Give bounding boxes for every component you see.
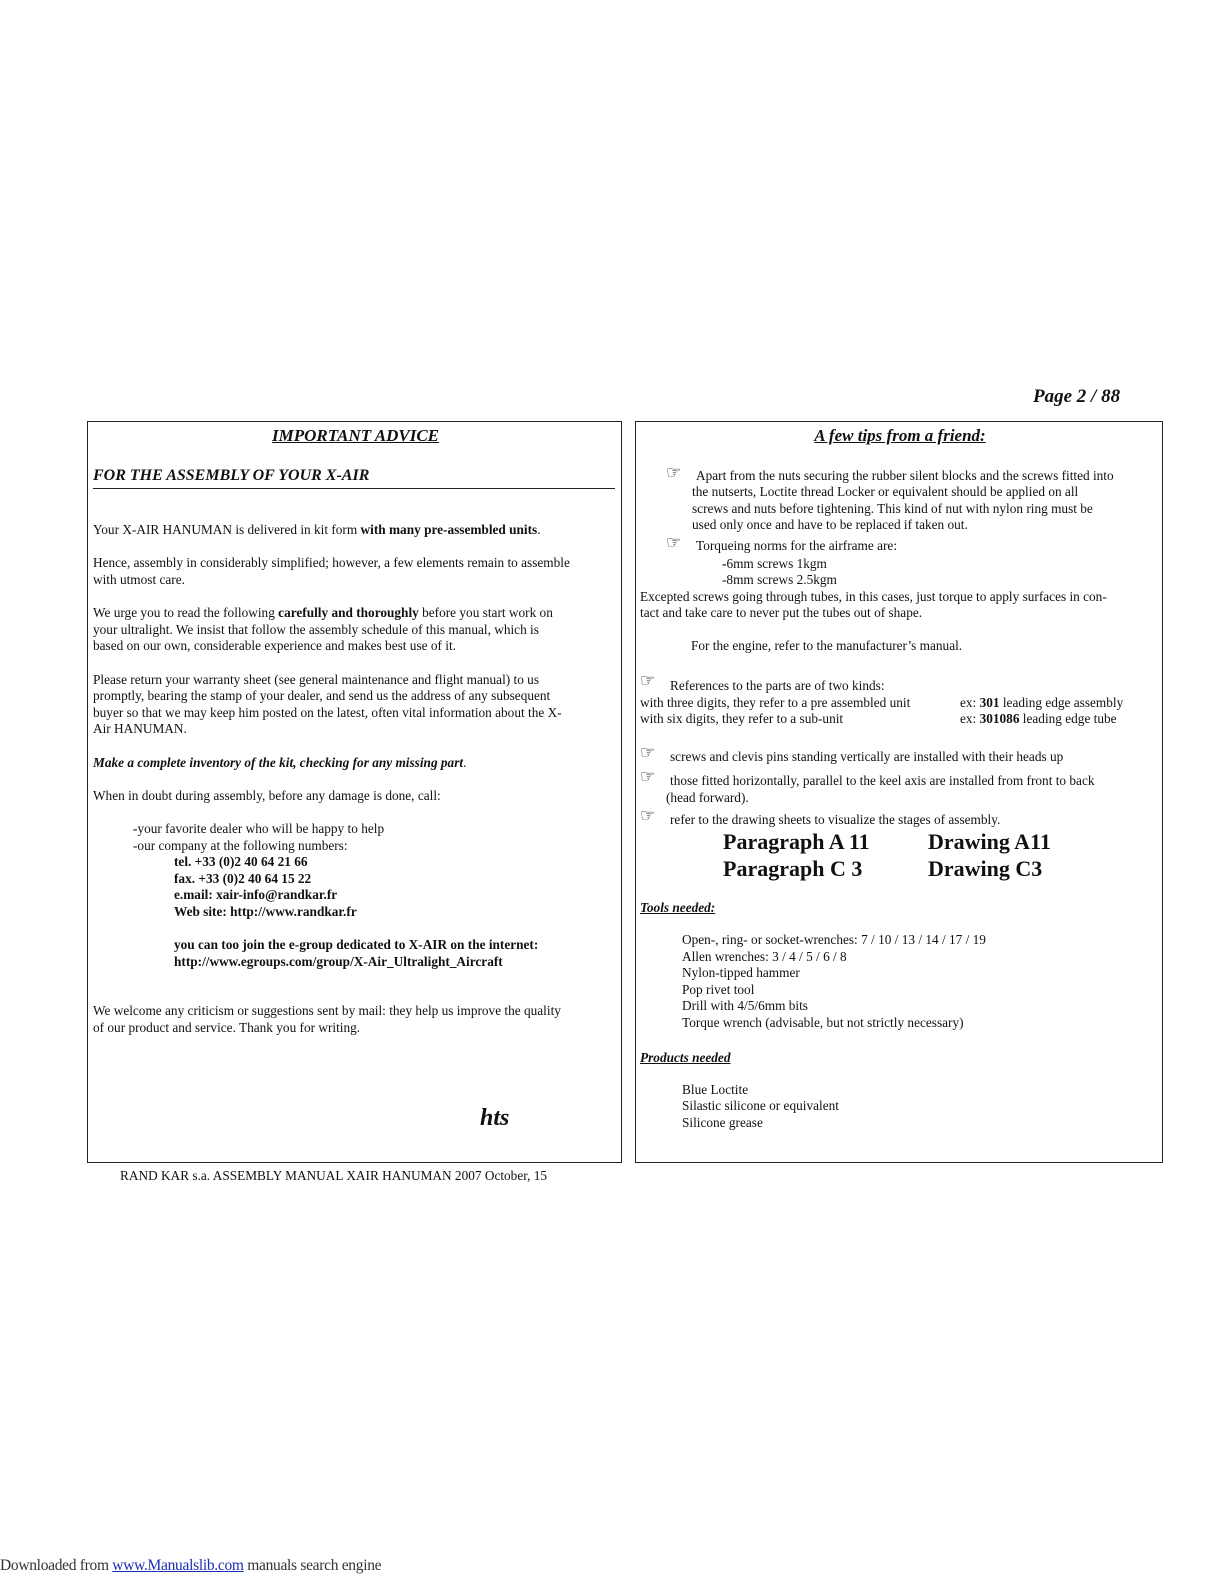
download-footer: Downloaded from www.Manualslib.com manuals search engine — [0, 1557, 382, 1574]
tool-item: Open-, ring- or socket-wrenches: 7 / 10 / 13 / 14 / 17 / 19 — [682, 932, 986, 947]
contact-company: -our company at the following numbers: — [133, 838, 348, 853]
pointing-hand-icon: ☞ — [640, 743, 656, 762]
screws-vertical-note: screws and clevis pins standing vertically are installed with their heads up — [670, 749, 1064, 764]
pointing-hand-icon: ☞ — [640, 806, 656, 825]
tool-item: Nylon-tipped hammer — [682, 965, 800, 980]
pointing-hand-icon: ☞ — [640, 671, 656, 690]
contact-fax: fax. +33 (0)2 40 64 15 22 — [174, 871, 312, 886]
contact-email: e.mail: xair-info@randkar.fr — [174, 887, 338, 902]
contact-dealer: -your favorite dealer who will be happy to help — [133, 821, 385, 836]
excepted-line-1: Excepted screws going through tubes, in this cases, just torque to apply surfaces in con- — [640, 589, 1107, 604]
ref-three-example: ex: 301 leading edge assembly — [960, 695, 1124, 710]
warranty-line-3: buyer so that we may keep him posted on the latest, often vital information about the X- — [93, 705, 562, 720]
warranty-line-2: promptly, bearing the stamp of your dealer, and send us the address of any subsequent — [93, 688, 551, 703]
excepted-line-2: tact and take care to never put the tubes out of shape. — [640, 605, 923, 620]
paragraph-a11: Paragraph A 11 — [723, 829, 870, 854]
urge-line-2: your ultralight. We insist that follow the assembly schedule of this manual, which is — [93, 622, 539, 637]
advice-title: IMPORTANT ADVICE — [271, 426, 440, 445]
products-title: Products needed — [640, 1050, 731, 1065]
warranty-line-1: Please return your warranty sheet (see general maintenance and flight manual) to us — [93, 672, 540, 687]
page-number: Page 2 / 88 — [1033, 386, 1121, 407]
manualslib-link[interactable]: www.Manualslib.com — [112, 1557, 244, 1574]
welcome-line-2: of our product and service. Thank you for writing. — [93, 1020, 361, 1035]
inventory-note: Make a complete inventory of the kit, checking for any missing part. — [93, 755, 467, 770]
urge-line-1: We urge you to read the following carefully and thoroughly before you start work on — [93, 605, 553, 620]
simplified-line-2: with utmost care. — [93, 572, 185, 587]
welcome-line-1: We welcome any criticism or suggestions sent by mail: they help us improve the quality — [93, 1003, 561, 1018]
egroup-line-1: you can too join the e-group dedicated to X-AIR on the internet: — [174, 937, 539, 952]
pointing-hand-icon: ☞ — [666, 463, 682, 482]
urge-line-3: based on our own, considerable experience and makes best use of it. — [93, 638, 456, 653]
tip1-line-4: used only once and have to be replaced if taken out. — [692, 517, 968, 532]
drawing-a11: Drawing A11 — [928, 829, 1051, 854]
tool-item: Torque wrench (advisable, but not strictly necessary) — [682, 1015, 964, 1030]
paragraph-c3: Paragraph C 3 — [723, 856, 863, 881]
tool-item: Allen wrenches: 3 / 4 / 5 / 6 / 8 — [682, 949, 847, 964]
doubt-note: When in doubt during assembly, before any damage is done, call: — [93, 788, 441, 803]
signature-fragment: hts — [480, 1105, 510, 1131]
egroup-line-2: http://www.egroups.com/group/X-Air_Ultralight_Aircraft — [174, 954, 503, 969]
product-item: Silastic silicone or equivalent — [682, 1098, 839, 1113]
tips-title: A few tips from a friend: — [814, 426, 986, 445]
tool-item: Drill with 4/5/6mm bits — [682, 998, 808, 1013]
tool-item: Pop rivet tool — [682, 982, 755, 997]
drawing-c3: Drawing C3 — [928, 856, 1043, 881]
contact-tel: tel. +33 (0)2 40 64 21 66 — [174, 854, 308, 869]
product-item: Silicone grease — [682, 1115, 763, 1130]
ref-three-digits: with three digits, they refer to a pre assembled unit — [640, 695, 911, 710]
warranty-line-4: Air HANUMAN. — [93, 721, 187, 736]
fitted-horizontal-line-1: those fitted horizontally, parallel to the keel axis are installed from front to back — [670, 773, 1095, 788]
product-item: Blue Loctite — [682, 1082, 749, 1097]
assembly-subtitle: FOR THE ASSEMBLY OF YOUR X-AIR — [93, 467, 370, 484]
pointing-hand-icon: ☞ — [640, 767, 656, 786]
fitted-horizontal-line-2: (head forward). — [666, 790, 749, 805]
ref-six-digits: with six digits, they refer to a sub-unit — [640, 711, 844, 726]
contact-website: Web site: http://www.randkar.fr — [174, 904, 357, 919]
drawing-sheets-note: refer to the drawing sheets to visualize the stages of assembly. — [670, 812, 1001, 827]
important-advice-panel — [87, 421, 622, 1163]
torque-8mm: -8mm screws 2.5kgm — [722, 572, 837, 587]
tip1-line-3: screws and nuts before tightening. This kind of nut with nylon ring must be — [692, 501, 1093, 516]
tip1-line-2: the nutserts, Loctite thread Locker or equivalent should be applied on all — [692, 484, 1079, 499]
kit-form-paragraph: Your X-AIR HANUMAN is delivered in kit form with many pre-assembled units. — [93, 522, 541, 537]
torque-norms: Torqueing norms for the airframe are: — [696, 538, 898, 553]
references-intro: References to the parts are of two kinds: — [670, 678, 885, 693]
ref-six-example: ex: 301086 leading edge tube — [960, 711, 1117, 726]
tips-panel — [635, 421, 1163, 1163]
tip1-line-1: Apart from the nuts securing the rubber silent blocks and the screws fitted into — [696, 468, 1114, 483]
pointing-hand-icon: ☞ — [666, 533, 682, 552]
subtitle-underline — [93, 488, 615, 489]
tools-title: Tools needed: — [640, 900, 716, 915]
manual-footer: RAND KAR s.a. ASSEMBLY MANUAL XAIR HANUMAN 2007 October, 15 — [120, 1168, 548, 1183]
engine-note: For the engine, refer to the manufacturer’s manual. — [691, 638, 963, 653]
simplified-line-1: Hence, assembly in considerably simplified; however, a few elements remain to assemble — [93, 555, 570, 570]
torque-6mm: -6mm screws 1kgm — [722, 556, 827, 571]
